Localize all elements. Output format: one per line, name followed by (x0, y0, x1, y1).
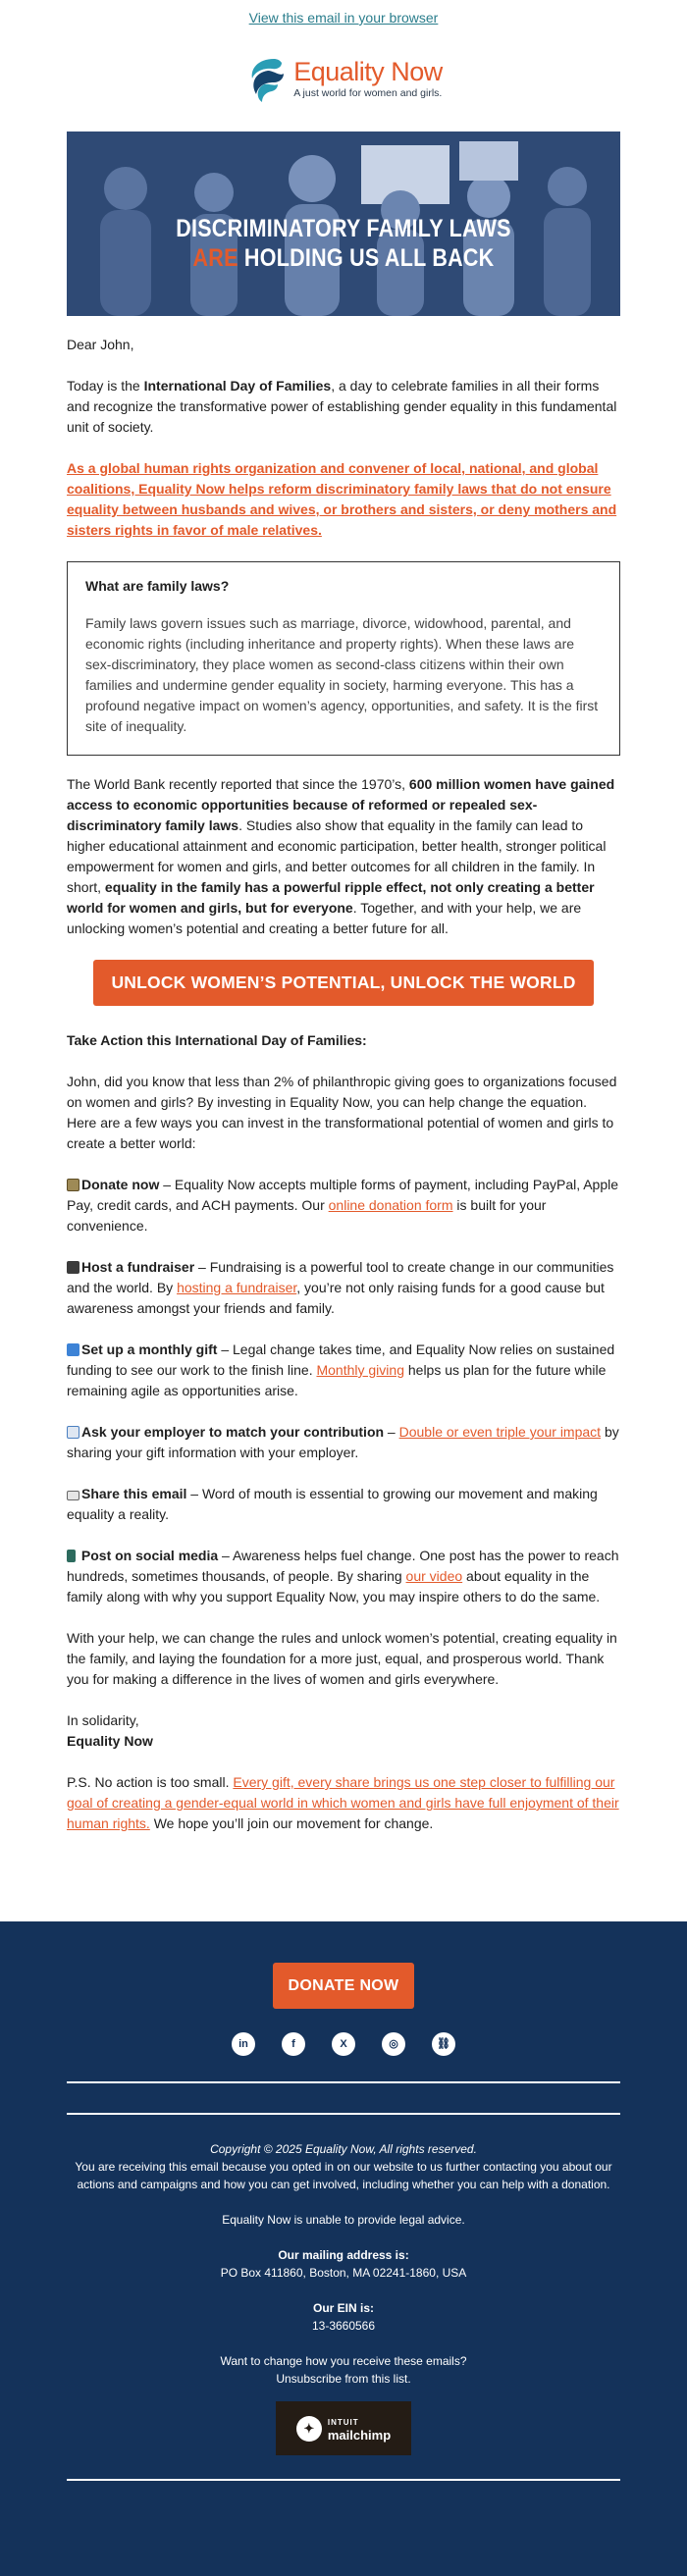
signoff: In solidarity, (67, 1712, 139, 1728)
mailing-label-text: Our mailing address is: (278, 2248, 409, 2262)
hero-line-2-white: HOLDING US ALL BACK (243, 244, 495, 272)
hero-headline (105, 214, 581, 273)
footer-divider-mid (67, 2113, 620, 2115)
mailing-address: PO Box 411860, Boston, MA 02241-1860, USA (220, 2266, 467, 2280)
item-text-end: is built for your convenience. (67, 1197, 547, 1234)
list-item-fundraiser (67, 1257, 620, 1319)
list-item-social-media (67, 1546, 620, 1607)
item-text: – (384, 1424, 399, 1440)
mailing-label (67, 2246, 620, 2264)
callout-link[interactable]: As a global human rights organization and convener of local, national, and global coalitions, Equality Now helps reform discriminatory family laws that do not ensure equality between husbands and wives, or brothers and sisters, or deny mothers and sisters rights in favor of male relatives. (67, 460, 617, 538)
top-bar (0, 0, 687, 37)
cta-container (67, 960, 620, 1006)
ps-link[interactable]: Every gift, every share brings us one step closer to fulfilling our goal of creating a gender-equal world in which women and girls have full enjoyment of their human rights. (67, 1774, 619, 1831)
intro-text-end: , a day to celebrate families in all their forms and recognize the transformative power of establishing gender equality in this fundamental unit of society. (67, 378, 617, 435)
ein-label (67, 2299, 620, 2317)
chart-icon (67, 1426, 79, 1439)
change-prefs: Want to change how you receive these emails? (220, 2354, 467, 2368)
footer-divider-top (67, 2081, 620, 2083)
box-title: What are family laws? (85, 578, 230, 594)
item-text: – Legal change takes time, and Equality Now relies on sustained funding to see our work to the finish line. (67, 1341, 615, 1378)
wb-text-3: . Together, and with your help, we are unlocking women’s potential and creating a better future for all. (67, 900, 582, 936)
list-item-monthly-gift (67, 1340, 620, 1401)
unsubscribe-link[interactable]: Unsubscribe from this list. (276, 2372, 411, 2386)
ps-paragraph (67, 1772, 620, 1834)
hero-line-2-orange: ARE (192, 244, 238, 272)
footer (0, 1921, 687, 2576)
intro-paragraph (67, 376, 620, 438)
our-video-link[interactable]: our video (405, 1568, 463, 1584)
hosting-fundraiser-link[interactable]: hosting a fundraiser (177, 1280, 297, 1295)
double-impact-link[interactable]: Double or even triple your impact (398, 1424, 602, 1440)
closing-paragraph: With your help, we can change the rules and unlock women’s potential, creating equality in the family, and laying the foundation for a more just, equal, and prosperous world. Thank you for making a difference in the lives of women and girls everywhere. (67, 1630, 617, 1687)
footer-divider-bottom (67, 2479, 620, 2481)
ein-label-text: Our EIN is: (312, 2301, 374, 2315)
linkedin-icon[interactable]: in (232, 2032, 255, 2056)
logo[interactable] (0, 37, 687, 120)
wb-text-2: . Studies also show that equality in the family can lead to higher educational attainment and economic participation, better health, stronger political empowerment for women and girls, and better outcomes for all children in the family. In short, (67, 817, 607, 895)
mailchimp-badge-wrap (0, 2401, 687, 2455)
wb-text-1: The World Bank recently reported that since the 1970’s, (67, 776, 409, 792)
facebook-icon[interactable]: f (282, 2032, 305, 2056)
take-action-text: John, did you know that less than 2% of philanthropic giving goes to organizations focused on women and girls? By investing in Equality Now, you can help change the equation. Here are a few ways you can invest in the transformational potential of women and girls to create a better world: (67, 1074, 617, 1151)
item-text: – Word of mouth is essential to growing our movement and making equality a reality. (67, 1486, 598, 1522)
item-text-end: , you’re not only raising funds for a good cause but awareness amongst your friends and family. (67, 1280, 605, 1316)
take-action-title-text: Take Action this International Day of Families: (67, 1032, 367, 1048)
intro-text: Today is the (67, 378, 144, 394)
money-icon (67, 1179, 79, 1191)
item-text-end: by sharing your gift information with your employer. (67, 1424, 619, 1460)
ps-text-end: We hope you’ll join our movement for change. (149, 1815, 434, 1831)
world-bank-paragraph (67, 774, 620, 939)
family-laws-box (67, 561, 620, 756)
list-item-share-email (67, 1484, 620, 1525)
hero-banner[interactable] (67, 131, 620, 316)
mailchimp-line2: mailchimp (327, 2427, 392, 2443)
callout-paragraph (67, 458, 620, 541)
item-text: – Equality Now accepts multiple forms of payment, including PayPal, Apple Pay, credit cards, and ACH payments. Our (67, 1177, 619, 1213)
salutation: Dear John, (67, 337, 134, 352)
wb-bold-2: equality in the family has a powerful ripple effect, not only creating a better world for women and girls, but for everyone (67, 879, 595, 916)
hero-line-1: DISCRIMINATORY FAMILY LAWS (176, 215, 511, 242)
equality-now-logo-icon (244, 53, 290, 104)
take-action-title (67, 1030, 620, 1051)
item-title: Host a fundraiser (81, 1259, 195, 1275)
ein-value: 13-3660566 (311, 2319, 376, 2333)
mailchimp-badge[interactable] (276, 2401, 411, 2455)
mailchimp-line1: INTUIT (327, 2417, 359, 2427)
copyright: Copyright © 2025 Equality Now, All rights reserved. (210, 2142, 477, 2156)
box-text: Family laws govern issues such as marriage, divorce, widowhood, parental, and economic rights (including inheritance and property rights). When these laws are sex-discriminatory, they place women as second-class citizens within their own families and undermine gender equality in society, harming everyone. This has a profound negative impact on women’s agency, opportunities, and safety. It is the first site of inequality. (85, 615, 599, 734)
legal-notice: Equality Now is unable to provide legal advice. (222, 2213, 465, 2227)
item-text-end: helps us plan for the future while remaining agile as opportunities arise. (67, 1362, 607, 1398)
keyboard-icon (67, 1491, 79, 1500)
item-text: – Awareness helps fuel change. One post has the power to reach hundreds, sometimes thousands, of people. By sharing (67, 1548, 619, 1584)
item-text: – Fundraising is a powerful tool to create change in our communities and the world. By (67, 1259, 614, 1295)
item-title: Set up a monthly gift (81, 1341, 218, 1357)
social-links (0, 2032, 687, 2056)
ps-text: P.S. No action is too small. (67, 1774, 234, 1790)
signature: Equality Now (67, 1733, 153, 1749)
footer-text (0, 2140, 687, 2388)
x-icon[interactable]: X (332, 2032, 355, 2056)
signoff-block (67, 1710, 620, 1752)
repeat-icon (67, 1343, 79, 1356)
item-title: Post on social media (80, 1548, 219, 1563)
view-in-browser-link[interactable]: View this email in your browser (248, 10, 439, 26)
hero-line-2 (105, 243, 581, 273)
item-title: Share this email (81, 1486, 187, 1501)
unlock-potential-button[interactable]: UNLOCK WOMEN’S POTENTIAL, UNLOCK THE WORLD (93, 960, 593, 1006)
donate-now-button[interactable]: DONATE NOW (273, 1963, 415, 2009)
item-title: Ask your employer to match your contribution (81, 1424, 385, 1440)
logo-name: Equality Now (293, 57, 443, 86)
receiving-notice: You are receiving this email because you opted in on our website to us further contacting you about our actions and campaigns and how you can get involved, including whether you can help with a donation. (75, 2160, 612, 2191)
logo-tagline: A just world for women and girls. (293, 87, 443, 99)
item-title: Donate now (81, 1177, 160, 1192)
instagram-icon[interactable]: ◎ (382, 2032, 405, 2056)
list-item-employer-match (67, 1422, 620, 1463)
email-body (0, 335, 687, 1834)
people-icon (67, 1261, 79, 1274)
wb-bold-1: 600 million women have gained access to economic opportunities because of reformed or repealed sex-discriminatory family laws (67, 776, 615, 833)
item-text-end: about equality in the family along with why you support Equality Now, you may inspire others to do the same. (67, 1568, 601, 1604)
intro-bold: International Day of Families (143, 378, 332, 394)
mailchimp-icon: ✦ (296, 2416, 322, 2442)
list-item-donate (67, 1175, 620, 1236)
link-icon[interactable]: ⛓ (432, 2032, 455, 2056)
phone-icon (67, 1550, 76, 1562)
monthly-giving-link[interactable]: Monthly giving (316, 1362, 404, 1378)
online-donation-form-link[interactable]: online donation form (328, 1197, 453, 1213)
